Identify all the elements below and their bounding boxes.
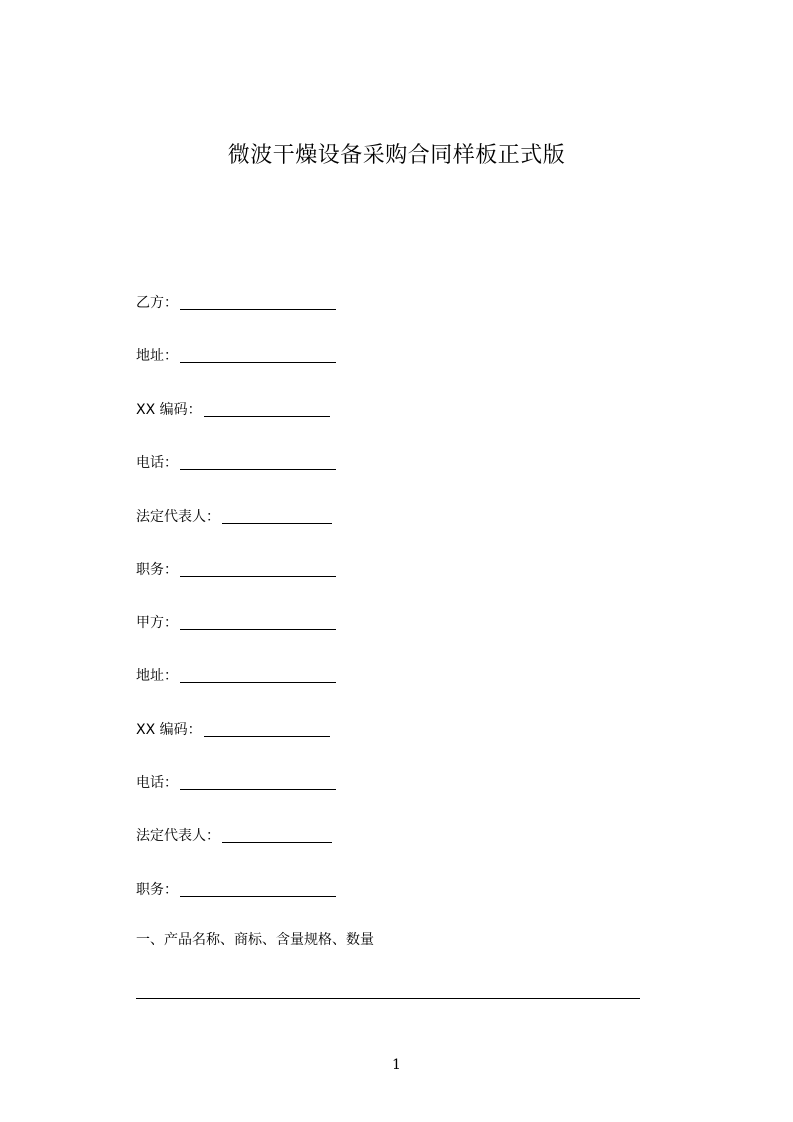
page-number: 1 [392,1057,401,1073]
section-1-heading: 一、产品名称、商标、含量规格、数量 [136,932,374,948]
party-b-postcode-blank[interactable] [204,402,330,417]
party-a-legal-rep-blank[interactable] [222,828,332,843]
party-a-phone-label: 电话： [136,775,178,791]
party-a-position-blank[interactable] [180,882,336,897]
party-b-position-field [136,557,336,579]
party-b-phone-label: 电话： [136,455,178,471]
party-b-address-label: 地址： [136,348,178,364]
party-b-phone-field [136,450,336,472]
party-a-postcode-field [136,717,330,739]
party-b-name-field [136,290,336,312]
party-b-postcode-label: XX 编码： [136,402,202,418]
party-b-legal-rep-label: 法定代表人： [136,509,220,525]
party-b-address-blank[interactable] [180,348,336,363]
party-b-position-label: 职务： [136,562,178,578]
document-title: 微波干燥设备采购合同样板正式版 [227,143,566,168]
party-a-name-blank[interactable] [180,615,336,630]
party-a-phone-field [136,770,336,792]
party-a-address-field [136,663,336,685]
party-b-address-field [136,343,336,365]
party-a-address-blank[interactable] [180,668,336,683]
party-a-position-field [136,877,336,899]
party-a-postcode-blank[interactable] [204,722,330,737]
party-b-legal-rep-blank[interactable] [222,509,332,524]
party-b-phone-blank[interactable] [180,455,336,470]
party-b-position-blank[interactable] [180,562,336,577]
party-b-postcode-field [136,397,330,419]
party-a-legal-rep-field [136,823,332,845]
party-b-name-blank[interactable] [180,295,336,310]
party-b-legal-rep-field [136,504,332,526]
party-b-name-label: 乙方： [136,295,178,311]
party-a-legal-rep-label: 法定代表人： [136,828,220,844]
party-a-address-label: 地址： [136,668,178,684]
party-a-postcode-label: XX 编码： [136,722,202,738]
party-a-phone-blank[interactable] [180,775,336,790]
party-a-name-field [136,610,336,632]
section-1-fill-line[interactable] [136,998,640,999]
party-a-position-label: 职务： [136,882,178,898]
party-a-name-label: 甲方： [136,615,178,631]
